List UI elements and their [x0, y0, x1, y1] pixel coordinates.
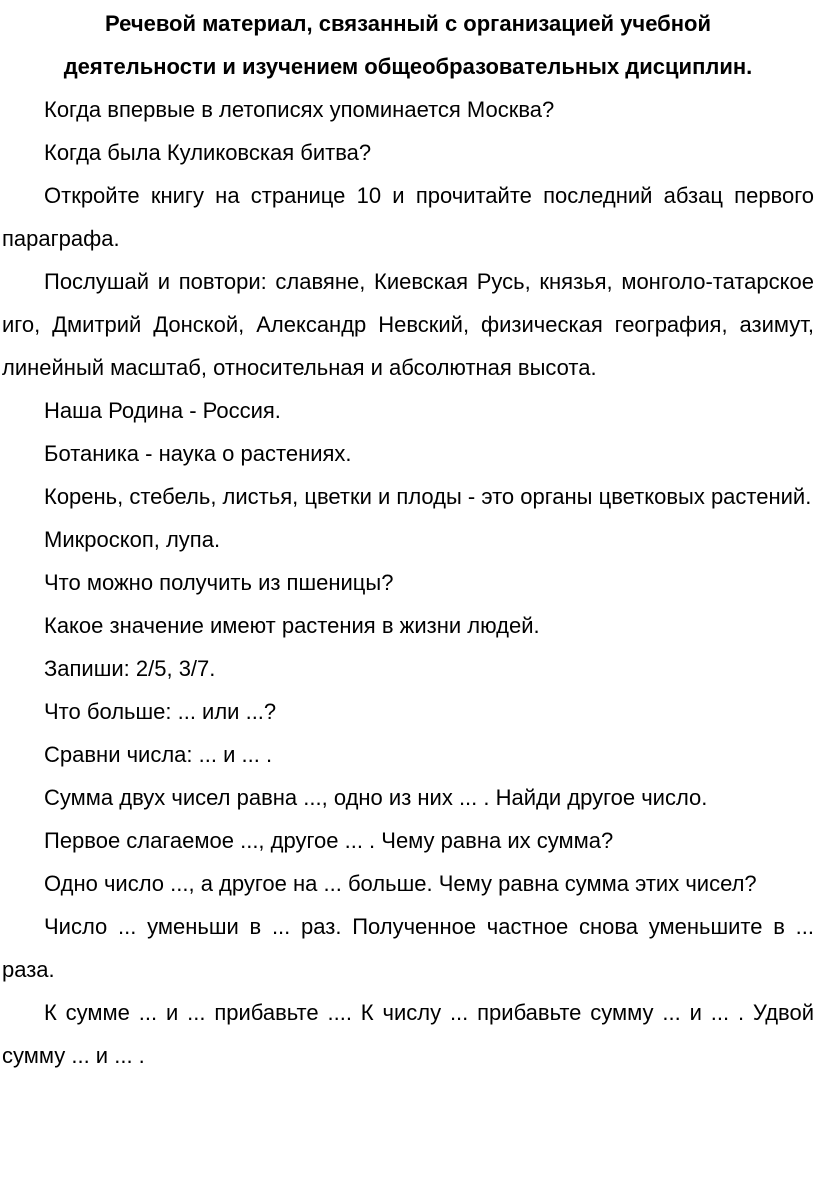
paragraph-wheat: Что можно получить из пшеницы? — [44, 570, 394, 595]
paragraph-write-fractions: Запиши: 2/5, 3/7. — [44, 656, 216, 681]
paragraph-listen-repeat: Послушай и повтори: славяне, Киевская Русь, князья, монголо-татарское иго, Дмитрий Донской, Александр Невский, физическая география, азимут, линейный масштаб, относительная и абсолютная высота. — [2, 269, 814, 380]
paragraph-first-addend: Первое слагаемое ..., другое ... . Чему равна их сумма? — [44, 828, 614, 853]
heading-line-1: Речевой материал, связанный с организацией учебной — [105, 11, 711, 36]
paragraph-which-greater: Что больше: ... или ...? — [44, 699, 277, 724]
heading-line-2: деятельности и изучением общеобразовательных дисциплин. — [63, 54, 753, 79]
paragraph-reduce-number: Число ... уменьши в ... раз. Полученное частное снова уменьшите в ... раза. — [2, 914, 814, 982]
paragraph-plants-importance: Какое значение имеют растения в жизни людей. — [44, 613, 540, 638]
paragraph-homeland: Наша Родина - Россия. — [44, 398, 281, 423]
paragraph-add-to-sum: К сумме ... и ... прибавьте .... К числу ... прибавьте сумму ... и ... . Удвой сумму ... и ... . — [2, 1000, 814, 1068]
paragraph-open-book: Откройте книгу на странице 10 и прочитайте последний абзац первого параграфа. — [2, 183, 814, 251]
paragraph-compare-numbers: Сравни числа: ... и ... . — [44, 742, 273, 767]
paragraph-microscope: Микроскоп, лупа. — [44, 527, 221, 552]
paragraph-moscow-chronicles: Когда впервые в летописях упоминается Москва? — [44, 97, 555, 122]
paragraph-kulikovo-battle: Когда была Куликовская битва? — [44, 140, 372, 165]
paragraph-plant-organs: Корень, стебель, листья, цветки и плоды - это органы цветковых растений. — [44, 484, 812, 509]
paragraph-sum-find-other: Сумма двух чисел равна ..., одно из них ... . Найди другое число. — [44, 785, 708, 810]
paragraph-one-number-greater: Одно число ..., а другое на ... больше. Чему равна сумма этих чисел? — [44, 871, 757, 896]
document-heading — [2, 2, 814, 88]
paragraph-botany: Ботаника - наука о растениях. — [44, 441, 352, 466]
